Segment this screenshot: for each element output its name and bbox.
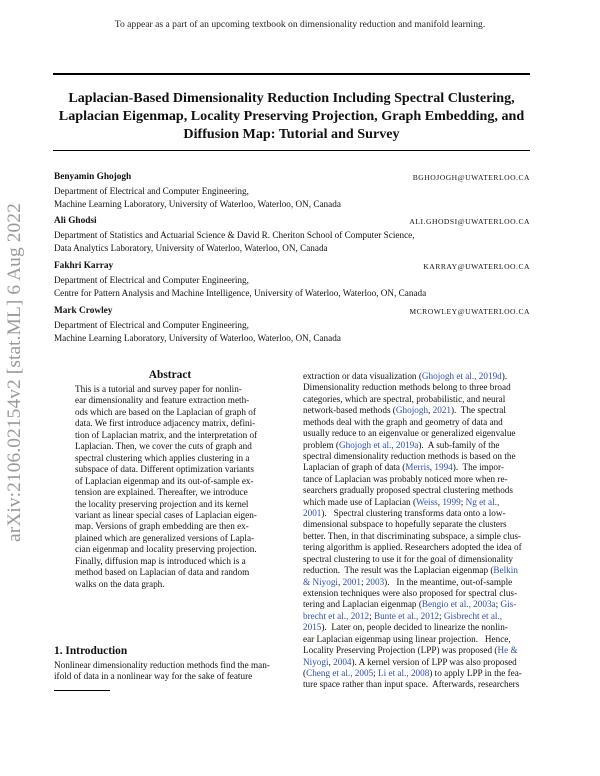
citation-link[interactable]: 2003 bbox=[365, 576, 385, 587]
citation-link[interactable]: Merris bbox=[405, 462, 430, 473]
title-line: Laplacian-Based Dimensionality Reduction Including Spectral Clustering, bbox=[68, 90, 515, 106]
title-line: Diffusion Map: Tutorial and Survey bbox=[183, 126, 400, 142]
citation-link[interactable]: 1994 bbox=[434, 462, 453, 473]
body-text: , bbox=[437, 496, 443, 507]
author-affiliation bbox=[54, 319, 534, 344]
body-line bbox=[303, 474, 531, 485]
body-line bbox=[303, 440, 531, 451]
body-text: methods deal with the graph and geometry of data and bbox=[303, 416, 503, 427]
citation-link[interactable]: Ghojogh et al., bbox=[338, 439, 394, 450]
body-text: spectral clustering to use it for the goal of dimensionality bbox=[303, 553, 513, 564]
body-text: ture space rather than input space. Afterwards, researchers bbox=[303, 679, 520, 690]
body-text: Locality Preserving Projection (LPP) was proposed ( bbox=[303, 645, 498, 656]
body-text: ). The spectral bbox=[451, 405, 506, 416]
citation-link[interactable]: 2005 bbox=[354, 667, 374, 678]
body-text: ; bbox=[360, 576, 366, 587]
body-line bbox=[303, 394, 531, 405]
abstract-line: cian eigenmap and locality preserving projection. bbox=[75, 544, 257, 555]
body-line bbox=[303, 497, 531, 508]
body-line bbox=[303, 679, 531, 690]
body-text: extraction or data visualization ( bbox=[303, 371, 422, 381]
arxiv-stamp: arXiv:2106.02154v2 [stat.ML] 6 Aug 2022 bbox=[4, 203, 25, 542]
abstract-line: variant as linear special cases of Laplacian eigen- bbox=[75, 509, 257, 520]
body-text: ). In the meantime, out-of-sample bbox=[384, 576, 513, 587]
body-text: which made use of Laplacian ( bbox=[303, 496, 417, 507]
citation-link[interactable]: 2019d bbox=[478, 371, 502, 381]
author-email: ALI.GHODSI@UWATERLOO.CA bbox=[409, 217, 530, 226]
body-line bbox=[303, 577, 531, 588]
body-text: ). A kernel version of LPP was also proposed bbox=[351, 656, 517, 667]
abstract-line: ear dimensionality and feature extraction meth- bbox=[75, 395, 250, 406]
abstract-line: of Laplacian eigenmap and its out-of-sample ex- bbox=[75, 475, 254, 486]
citation-link[interactable]: & Niyogi bbox=[303, 576, 338, 587]
abstract-line: tion of Laplacian matrix, and the interpretation of bbox=[75, 429, 258, 440]
body-text: ( bbox=[303, 667, 307, 678]
body-text: ). Later on, people decided to linearize the nonlin- bbox=[321, 622, 508, 633]
body-text: , bbox=[428, 405, 433, 416]
body-text: ear Laplacian eigenmap using linear projection. Hence, bbox=[303, 633, 511, 644]
intro-line: ifold of data in a nonlinear way for the sake of feature bbox=[54, 671, 253, 682]
author-email: KARRAY@UWATERLOO.CA bbox=[423, 262, 530, 271]
affiliation-line: Centre for Pattern Analysis and Machine Intelligence, University of Waterloo, Waterloo, ON, Canada bbox=[54, 287, 427, 298]
footnote-rule bbox=[54, 690, 110, 691]
right-column bbox=[303, 371, 531, 691]
citation-link[interactable]: 2019a bbox=[395, 439, 419, 450]
citation-link[interactable]: 2001 bbox=[342, 576, 361, 587]
body-line bbox=[303, 542, 531, 553]
body-text: ). The impor- bbox=[452, 462, 504, 473]
body-text: ; bbox=[460, 496, 466, 507]
citation-link[interactable]: 2001 bbox=[303, 508, 322, 519]
body-text: ). Spectral clustering transforms data onto a low- bbox=[321, 508, 506, 519]
citation-link[interactable]: Bengio et al., bbox=[421, 599, 471, 610]
citation-link[interactable]: 2021 bbox=[432, 405, 451, 416]
affiliation-line: Machine Learning Laboratory, University of Waterloo, Waterloo, ON, Canada bbox=[54, 198, 341, 209]
body-text: , bbox=[429, 462, 435, 473]
body-line bbox=[303, 645, 531, 656]
body-text: searchers gradually proposed spectral clustering methods bbox=[303, 485, 513, 496]
abstract-line: the locality preserving projection and its kernel bbox=[75, 498, 249, 509]
body-line bbox=[303, 565, 531, 576]
citation-link[interactable]: Weiss bbox=[416, 496, 438, 507]
abstract-line: tension are explained. Thereafter, we introduce bbox=[75, 487, 248, 498]
affiliation-line: Department of Electrical and Computer Engineering, bbox=[54, 275, 249, 285]
body-text: , bbox=[337, 576, 343, 587]
body-line bbox=[303, 451, 531, 462]
abstract-line: walks on the data graph. bbox=[75, 578, 165, 589]
body-line bbox=[303, 371, 531, 382]
citation-link[interactable]: 1999 bbox=[442, 496, 461, 507]
citation-link[interactable]: 2012 bbox=[350, 610, 370, 621]
affiliation-line: Department of Electrical and Computer Engineering, bbox=[54, 320, 249, 330]
body-line bbox=[303, 599, 531, 610]
affiliation-line: Department of Statistics and Actuarial Science & David R. Cheriton School of Computer Science, bbox=[54, 230, 415, 240]
body-text: network-based methods ( bbox=[303, 405, 396, 416]
body-text: problem ( bbox=[303, 439, 339, 450]
abstract-line: This is a tutorial and survey paper for nonlin- bbox=[75, 384, 242, 394]
citation-link[interactable]: 2008 bbox=[410, 667, 430, 678]
body-line bbox=[303, 405, 531, 416]
citation-link[interactable]: 2004 bbox=[333, 656, 352, 667]
title-top-rule bbox=[53, 73, 530, 75]
intro-body bbox=[54, 660, 284, 683]
title-line: Laplacian Eigenmap, Locality Preserving Projection, Graph Embedding, and bbox=[58, 108, 525, 124]
citation-link[interactable]: Belkin bbox=[493, 565, 518, 576]
citation-link[interactable]: Bunte et al., bbox=[373, 610, 419, 621]
body-line bbox=[303, 622, 531, 633]
body-line bbox=[303, 634, 531, 645]
abstract-line: Laplacian. Then, we cover the cuts of graph and bbox=[75, 441, 252, 452]
body-line bbox=[303, 519, 531, 530]
body-line bbox=[303, 611, 531, 622]
citation-link[interactable]: Ghojogh bbox=[395, 405, 429, 416]
body-text: usually reduce to an eigenvalue or generalized eigenvalue bbox=[303, 428, 516, 439]
body-text: tering and Laplacian eigenmap ( bbox=[303, 599, 422, 610]
header-note: To appear as a part of an upcoming textbook on dimensionality reduction and manifold learning. bbox=[114, 19, 486, 30]
citation-link[interactable]: Cheng et al., bbox=[306, 667, 353, 678]
abstract-line: subspace of data. Different optimization variants bbox=[75, 464, 254, 475]
affiliation-line: Department of Electrical and Computer Engineering, bbox=[54, 186, 249, 196]
body-text: ; bbox=[439, 610, 444, 621]
abstract-line: method based on Laplacian of data and random bbox=[75, 567, 250, 578]
body-line bbox=[303, 462, 531, 473]
body-text: ). A sub-family of the bbox=[418, 439, 500, 450]
citation-link[interactable]: 2012 bbox=[420, 610, 440, 621]
citation-link[interactable]: Ng et al., bbox=[465, 496, 500, 507]
affiliation-line: Data Analytics Laboratory, University of Waterloo, Waterloo, ON, Canada bbox=[54, 242, 328, 253]
body-text: extension techniques were also proposed for spectral clus- bbox=[303, 588, 518, 599]
body-text: tering algorithm is applied. Researchers adopted the idea of bbox=[303, 542, 522, 553]
author-affiliation bbox=[54, 185, 534, 210]
intro-line: Nonlinear dimensionality reduction methods find the man- bbox=[54, 660, 270, 670]
body-line bbox=[303, 588, 531, 599]
body-line bbox=[303, 668, 531, 679]
citation-link[interactable]: brecht et al., bbox=[303, 610, 349, 621]
body-text: ). bbox=[501, 371, 508, 381]
paper-title bbox=[53, 89, 530, 143]
body-text: ; bbox=[373, 667, 379, 678]
body-line bbox=[303, 417, 531, 428]
body-line bbox=[303, 531, 531, 542]
abstract-heading: Abstract bbox=[148, 369, 192, 381]
citation-link[interactable]: Gisbrecht et al., bbox=[443, 610, 503, 621]
body-text: dimensional subspace to hopefully separate the clusters bbox=[303, 519, 507, 530]
body-text: , bbox=[328, 656, 334, 667]
citation-link[interactable]: He & bbox=[497, 645, 518, 656]
body-text: categories, which are spectral, probabilistic, and neural bbox=[303, 393, 506, 404]
author-name: Fakhri Karray bbox=[54, 261, 114, 271]
author-name: Mark Crowley bbox=[54, 306, 113, 316]
citation-link[interactable]: 2003a bbox=[473, 599, 496, 610]
abstract-body bbox=[75, 384, 268, 590]
body-text: Dimensionality reduction methods belong to three broad bbox=[303, 382, 511, 393]
abstract-line: plained which are generalized versions of Lapla- bbox=[75, 532, 255, 543]
author-name: Ali Ghodsi bbox=[54, 216, 97, 226]
title-bottom-rule bbox=[53, 150, 530, 151]
author-affiliation bbox=[54, 229, 534, 254]
body-text: tance of Laplacian was probably noticed more when re- bbox=[303, 473, 508, 484]
abstract-line: Finally, diffusion map is introduced which is a bbox=[75, 555, 246, 566]
body-text: ; bbox=[369, 610, 374, 621]
body-line bbox=[303, 485, 531, 496]
body-text: reduction. The result was the Laplacian eigenmap ( bbox=[303, 565, 494, 576]
body-text: better. Then, in that discriminating subspace, a simple clus- bbox=[303, 530, 521, 541]
author-email: BGHOJOGH@UWATERLOO.CA bbox=[412, 173, 530, 182]
body-text: ; bbox=[495, 599, 501, 610]
abstract-line: ods which are based on the Laplacian of graph of bbox=[75, 406, 256, 417]
citation-link[interactable]: Gis- bbox=[500, 599, 517, 610]
citation-link[interactable]: 2015 bbox=[303, 622, 322, 633]
citation-link[interactable]: Li et al., bbox=[378, 667, 409, 678]
affiliation-line: Machine Learning Laboratory, University of Waterloo, Waterloo, ON, Canada bbox=[54, 332, 341, 343]
author-name: Benyamin Ghojogh bbox=[54, 172, 132, 182]
section-heading: 1. Introduction bbox=[54, 645, 128, 657]
body-text: ) to apply LPP in the fea- bbox=[429, 667, 522, 678]
body-line bbox=[303, 657, 531, 668]
author-affiliation bbox=[54, 274, 534, 299]
abstract-line: data. We first introduce adjacency matrix, defini- bbox=[75, 418, 256, 429]
abstract-line: spectral clustering which applies clustering in a bbox=[75, 452, 250, 463]
citation-link[interactable]: Niyogi bbox=[303, 656, 329, 667]
abstract-line: map. Versions of graph embedding are then ex- bbox=[75, 521, 249, 532]
author-email: MCROWLEY@UWATERLOO.CA bbox=[409, 307, 530, 316]
body-line bbox=[303, 428, 531, 439]
body-line bbox=[303, 508, 531, 519]
body-text: spectral dimensionality reduction methods is based on the bbox=[303, 450, 516, 461]
body-line bbox=[303, 382, 531, 393]
body-line bbox=[303, 554, 531, 565]
body-text: Laplacian of graph of data ( bbox=[303, 462, 406, 473]
citation-link[interactable]: Ghojogh et al., bbox=[421, 371, 477, 381]
